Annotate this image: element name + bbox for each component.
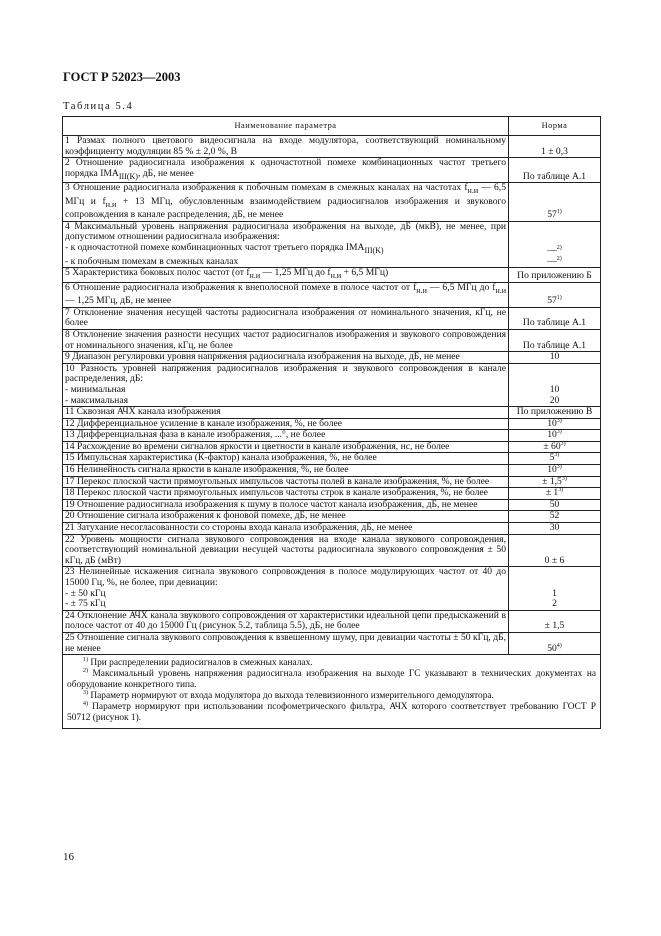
norm-cell: 10$^{3)}$ [509, 465, 601, 477]
footnote: $^{3)}$ Параметр нормируют от входа модулятора до выхода телевизионного измерительного демодулятора. [83, 690, 494, 702]
table-row [63, 221, 601, 267]
table-row [63, 183, 601, 222]
table-row [63, 282, 601, 307]
parameter-cell: 13 Дифференциальная фаза в канале изображения, ...°, не более [63, 430, 509, 442]
parameter-cell: 6 Отношение радиосигнала изображения к внеполосной помехе в полосе частот от $f_{н.и}$ — 6,5 МГц до $f_{н.и}$ — 1,25 МГц, дБ, не менее [63, 282, 509, 307]
column-header-norm: Норма [509, 117, 601, 136]
parameter-cell: 23 Нелинейные искажения сигнала звукового сопровождения в полосе модулирующих частот от 40 до 15000 Гц, %, не более, при девиации: - ± 50 кГц - ± 75 кГц [63, 567, 509, 610]
table-row [63, 523, 601, 535]
parameter-cell: 19 Отношение радиосигнала изображения к шуму в полосе частот канала изображения, дБ, не менее [63, 499, 509, 511]
table-row [63, 418, 601, 430]
parameter-cell: 8 Отклонение значения разности несущих частот радиосигналов изображения и звукового сопровождения от номинального значения, кГц, не более [63, 329, 509, 351]
parameter-cell: 9 Диапазон регулировки уровня напряжения радиосигнала изображения на выходе, дБ, не менее [63, 352, 509, 364]
norm-cell: 1 2 [509, 567, 601, 610]
footnotes [63, 655, 601, 729]
table-row [63, 453, 601, 465]
parameter-cell: 17 Перекос плоской части прямоугольных импульсов частоты полей в канале изображения, %, не более [63, 476, 509, 488]
norm-cell: 57$^{1)}$ [509, 183, 601, 222]
norm-cell: 50 [509, 499, 601, 511]
norm-cell: —$^{2)}$ —$^{2)}$ [509, 221, 601, 267]
norm-cell: 52 [509, 511, 601, 523]
parameter-cell: 24 Отклонение АЧХ канала звукового сопровождения от характеристики идеальной цепи предыскажений в полосе частот от 40 до 15000 Гц (рисунок 5.2, таблица 5.5), дБ, не более [63, 610, 509, 632]
norm-cell: 5$^{3)}$ [509, 453, 601, 465]
parameter-cell: 7 Отклонение значения несущей частоты радиосигнала изображения от номинального значения, кГц, не более [63, 307, 509, 329]
parameters-table [62, 116, 601, 729]
table-row [63, 632, 601, 654]
norm-cell: 30 [509, 523, 601, 535]
parameter-cell: 3 Отношение радиосигнала изображения к побочным помехам в смежных каналах на частотах $f_{н.и}$ — 6,5 МГц и $f_{н.и} + 13$ МГц, обусловленным взаимодействием радиосигналов изображения и звукового сопровождения в канале распределения, дБ, не менее [63, 183, 509, 222]
table-row [63, 430, 601, 442]
table-row [63, 610, 601, 632]
norm-cell: 1 ± 0,3 [509, 136, 601, 158]
norm-cell: ± $60^{3)}$ [509, 441, 601, 453]
norm-cell: По приложению В [509, 407, 601, 419]
table-row [63, 534, 601, 567]
table-row [63, 158, 601, 183]
parameter-cell: 20 Отношение сигнала изображения к фоновой помехе, дБ, не менее [63, 511, 509, 523]
norm-cell: ± 1,5 [509, 610, 601, 632]
norm-cell: По таблице А.1 [509, 329, 601, 351]
norm-cell: ± $1,5^{3)}$ [509, 476, 601, 488]
norm-cell: 10 20 [509, 363, 601, 406]
table-row [63, 407, 601, 419]
page-number: 16 [63, 851, 74, 863]
parameter-cell: 5 Характеристика боковых полос частот (от $f_{н.и}$ — 1,25 МГц до $f_{н.и} + 6,5$ МГц) [63, 268, 509, 283]
norm-cell: 50$^{4)}$ [509, 632, 601, 654]
footnotes-row [63, 655, 601, 729]
footnote: $^{4)}$ Параметр нормируют при использовании псофометрического фильтра, АЧХ которого соответствует требованию ГОСТ Р 50712 (рисунок 1). [67, 701, 596, 724]
table-row [63, 567, 601, 610]
column-header-parameter: Наименование параметра [63, 117, 509, 136]
document-header: ГОСТ Р 52023—2003 [63, 70, 181, 84]
parameter-cell: 1 Размах полного цветового видеосигнала на входе модулятора, соответствующий номинальному коэффициенту модуляции 85 % ± 2,0 %, В [63, 136, 509, 158]
table-row [63, 511, 601, 523]
parameter-cell: 12 Дифференциальное усиление в канале изображения, %, не более [63, 418, 509, 430]
parameter-cell: 22 Уровень мощности сигнала звукового сопровождения на входе канала звукового сопровождения, соответствующий номинальной девиации несущей частоты радиосигнала звукового сопровождения ± 50 кГц, дБ (мВт) [63, 534, 509, 567]
norm-cell: 10$^{3)}$ [509, 418, 601, 430]
table-row [63, 307, 601, 329]
norm-cell: По таблице А.1 [509, 307, 601, 329]
parameter-cell: 2 Отношение радиосигнала изображения к одночастотной помехе комбинационных частот третьего порядка $IMA_{III(K)}$, дБ, не менее [63, 158, 509, 183]
norm-cell: ± $1^{3)}$ [509, 488, 601, 500]
parameter-cell: 16 Нелинейность сигнала яркости в канале изображения, %, не более [63, 465, 509, 477]
table-row [63, 136, 601, 158]
table-caption: Таблица 5.4 [63, 101, 134, 112]
table-row [63, 465, 601, 477]
parameter-cell: 21 Затухание несогласованности со стороны входа канала изображения, дБ, не менее [63, 523, 509, 535]
parameter-cell: 25 Отношение сигнала звукового сопровождения к взвешенному шуму, при девиации частоты ± 50 кГц, дБ, не менее [63, 632, 509, 654]
table-row [63, 329, 601, 351]
parameter-cell: 18 Перекос плоской части прямоугольных импульсов частоты строк в канале изображения, %, не более [63, 488, 509, 500]
parameter-cell: 10 Разность уровней напряжения радиосигналов изображения и звукового сопровождения в канале распределения, дБ: - минимальная - максимальная [63, 363, 509, 406]
norm-cell: 10 [509, 352, 601, 364]
table-row [63, 499, 601, 511]
footnote: $^{2)}$ Максимальный уровень напряжения радиосигнала изображения на выходе ГС указывают в технических документах на оборудование конкретного типа. [67, 668, 596, 691]
table-header-row [63, 117, 601, 136]
parameter-cell: 14 Расхождение во времени сигналов яркости и цветности в канале изображения, нс, не более [63, 441, 509, 453]
parameter-cell: 15 Импульсная характеристика (К-фактор) канала изображения, %, не более [63, 453, 509, 465]
table-row [63, 363, 601, 406]
table-row [63, 488, 601, 500]
footnote: $^{1)}$ При распределении радиосигналов в смежных каналах. [83, 657, 313, 669]
norm-cell: 10$^{3)}$ [509, 430, 601, 442]
table-row [63, 476, 601, 488]
norm-cell: 0 ± 6 [509, 534, 601, 567]
table-row [63, 441, 601, 453]
parameter-cell: 4 Максимальный уровень напряжения радиосигнала изображения на выходе, дБ (мкВ), не менее, при допустимом отношении радиосигнала изображения: - к одночастотной помехе комбинационных частот третьего порядка $IMA_{III(K)}$ - к побочным помехам в смежных каналах [63, 221, 509, 267]
norm-cell: По приложению Б [509, 268, 601, 283]
parameter-cell: 11 Сквозная АЧХ канала изображения [63, 407, 509, 419]
norm-cell: 57$^{1)}$ [509, 282, 601, 307]
table-row [63, 352, 601, 364]
table-row [63, 268, 601, 283]
norm-cell: По таблице А.1 [509, 158, 601, 183]
